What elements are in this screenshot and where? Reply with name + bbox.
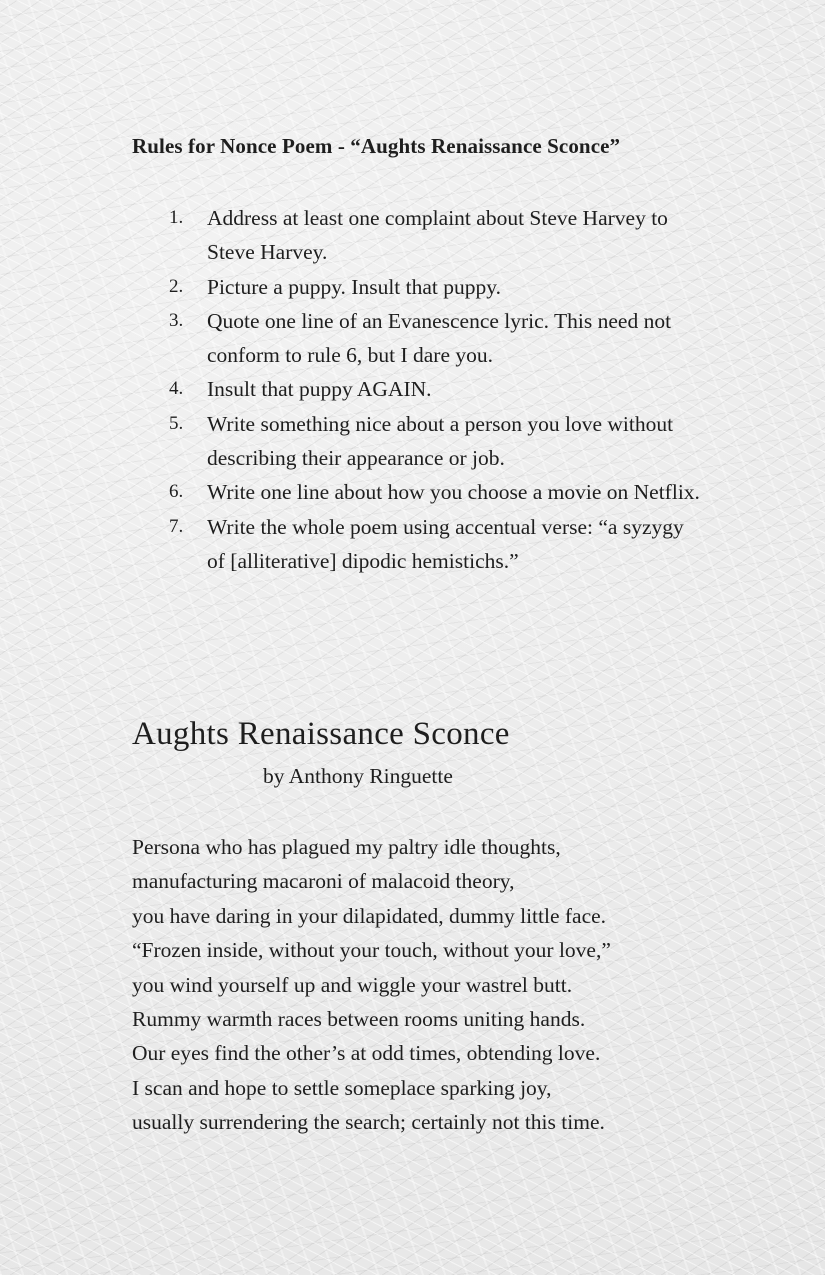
poem-line: you have daring in your dilapidated, dummy little face. (132, 903, 607, 928)
rule-text: Insult that puppy AGAIN. (207, 377, 432, 402)
poem-line: Rummy warmth races between rooms uniting hands. (132, 1007, 586, 1032)
rule-number: 5. (169, 412, 184, 434)
rule-item (165, 372, 705, 406)
poem-line: manufacturing macaroni of malacoid theory, (132, 869, 515, 894)
rule-text: Picture a puppy. Insult that puppy. (207, 274, 501, 299)
rules-list (165, 201, 705, 578)
poem-line: “Frozen inside, without your touch, without your love,” (132, 938, 611, 963)
poem-author: by Anthony Ringuette (263, 764, 453, 788)
rule-text: Address at least one complaint about Steve Harvey to Steve Harvey. (207, 206, 668, 265)
poem-line: usually surrendering the search; certainly not this time. (132, 1110, 605, 1135)
rule-item (165, 304, 705, 373)
rule-text: Write one line about how you choose a movie on Netflix. (207, 480, 700, 505)
rule-number: 2. (169, 275, 184, 297)
rule-text: Quote one line of an Evanescence lyric. This need not conform to rule 6, but I dare you. (207, 308, 672, 368)
poem-line: you wind yourself up and wiggle your wastrel butt. (132, 972, 573, 997)
rule-number: 7. (169, 515, 184, 537)
rule-text: Write the whole poem using accentual verse: “a syzygy of [alliterative] dipodic hemistichs.” (207, 514, 684, 573)
poem-line: I scan and hope to settle someplace sparking joy, (132, 1075, 552, 1100)
rule-number: 4. (169, 378, 184, 400)
rules-heading: Rules for Nonce Poem - “Aughts Renaissance Sconce” (132, 134, 621, 158)
poem-body (132, 830, 732, 1140)
rule-item (165, 270, 705, 304)
rule-number: 6. (169, 481, 184, 503)
rule-number: 1. (169, 207, 184, 228)
rule-item (165, 510, 705, 579)
poem-line: Persona who has plagued my paltry idle thoughts, (132, 835, 561, 859)
rule-item (165, 407, 705, 476)
poem-title: Aughts Renaissance Sconce (132, 716, 510, 752)
rule-text: Write something nice about a person you love without describing their appearance or job. (207, 411, 674, 471)
poem-line: Our eyes find the other’s at odd times, obtending love. (132, 1041, 601, 1066)
rule-item (165, 201, 705, 270)
rule-number: 3. (169, 309, 184, 331)
rule-item (165, 475, 705, 509)
